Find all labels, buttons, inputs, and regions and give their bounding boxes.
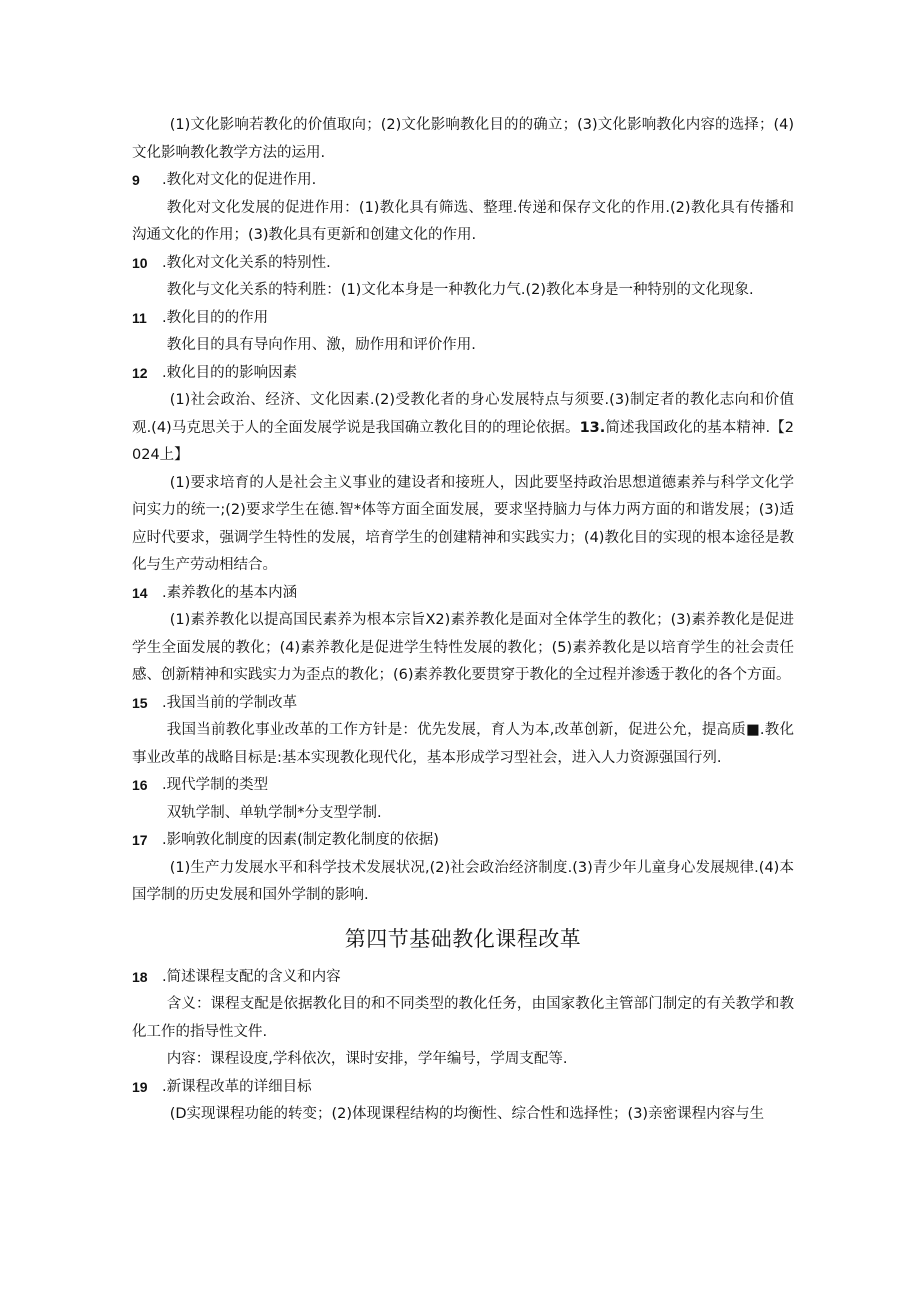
heading-11 [132,305,794,333]
heading-number: 16 [132,777,148,793]
paragraph-15: 我国当前教化事业改革的工作方针是：优先发展，育人为本,改革创新，促进公允，提高质■.教化事业改革的战略目标是:基本实现教化现代化，基本形成学习型社会，进入人力资源强国行列. [132,722,794,766]
heading-text: .新课程改革的详细目标 [162,1078,312,1095]
heading-10 [132,250,794,278]
paragraph-13: (1)要求培育的人是社会主义事业的建设者和接班人，因此要坚持政治思想道德素养与科学文化学问实力的统一;(2)要求学生在德.智*体等方面全面发展，要求坚持脑力与体力两方面的和谐发展；(3)适应时代要求，强调学生特性的发展，培育学生的创建精神和实践实力；(4)教化目的实现的根本途径是教化与生产劳动相结合。 [132,474,794,573]
document-body [132,112,794,1129]
heading-text: .我国当前的学制改革 [162,694,298,711]
paragraph-17: (1)生产力发展水平和科学技术发展状况,(2)社会政治经济制度.(3)青少年儿童身心发展规律.(4)本国学制的历史发展和国外学制的影响. [132,859,794,903]
inline-heading-13-number: 13. [579,419,606,436]
heading-text: .影响敦化制度的因素(制定教化制度的依据) [162,832,439,848]
heading-text: .简述课程支配的含义和内容 [162,968,341,985]
paragraph-12 [132,387,794,470]
paragraph-19: (D实现课程功能的转变；(2)体现课程结构的均衡性、综合性和选择性；(3)亲密课程内容与生 [169,1106,765,1122]
paragraph-18-content: 内容：课程设度,学科依次，课时安排，学年编号，学周支配等. [166,1051,568,1067]
heading-text: .教化对文化的促进作用. [162,172,317,188]
paragraph-10: 教化与文化关系的特利胜：(1)文化本身是一种教化力气.(2)教化本身是一种特别的文化现象. [166,282,754,298]
heading-number: 19 [132,1078,148,1095]
paragraph-14: (1)素养教化以提高国民素养为根本宗旨X2)素养教化是面对全体学生的教化；(3)素养教化是促进学生全面发展的教化；(4)素养教化是促进学生特性发展的教化；(5)素养教化是以培育学生的社会责任感、创新精神和实践实力为歪点的教化；(6)素养教化要贯穿于教化的全过程并渗透于教化的各个方面。 [132,612,794,683]
heading-number: 10 [132,254,148,271]
heading-number: 14 [132,584,148,601]
heading-16 [132,772,794,800]
heading-number: 15 [132,694,148,711]
heading-text: .教化目的的作用 [162,309,269,326]
paragraph-9: 教化对文化发展的促进作用：(1)教化具有筛选、整理.传递和保存文化的作用.(2)教化具有传播和沟通文化的作用；(3)教化具有更新和创建文化的作用. [132,199,794,243]
paragraph-16: 双轨学制、单轨学制*分支型学制. [166,804,382,821]
heading-text: .素养教化的基本内涵 [162,584,298,601]
paragraph-12-text: (1)社会政治、经济、文化因素.(2)受教化者的身心发展特点与须要.(3)制定者的教化志向和价值观.(4)马克思关于人的全面发展学说是我国确立教化目的的理论依据。 [132,392,794,436]
heading-number: 17 [132,832,148,848]
heading-18 [132,964,794,992]
heading-12 [132,360,794,388]
heading-15 [132,690,794,718]
heading-19 [132,1074,794,1102]
heading-text: .教化对文化关系的特别性. [162,254,331,271]
section-title: 第四节基础教化课程改革 [344,926,582,951]
heading-text: .现代学制的类型 [162,777,269,793]
heading-text: .敕化目的的影响因素 [162,364,298,381]
heading-17 [132,827,794,855]
heading-number: 9 [132,172,140,188]
heading-9 [132,167,794,195]
heading-number: 11 [132,309,147,326]
paragraph-11: 教化目的具有导向作用、激，励作用和评价作用. [166,337,476,353]
heading-number: 12 [132,364,148,381]
paragraph-18-meaning: 含义：课程支配是依据教化目的和不同类型的教化任务，由国家教化主管部门制定的有关教学和教化工作的指导性文件. [132,996,794,1040]
heading-number: 18 [132,968,148,985]
paragraph-culture-influence: (1)文化影响若教化的价值取向；(2)文化影响教化目的的确立；(3)文化影响教化内容的选择；(4)文化影响教化教学方法的运用. [132,117,794,161]
inline-heading-13-text: 简述我国政化的基本精神.【2024上】 [132,419,794,463]
heading-14 [132,580,794,608]
